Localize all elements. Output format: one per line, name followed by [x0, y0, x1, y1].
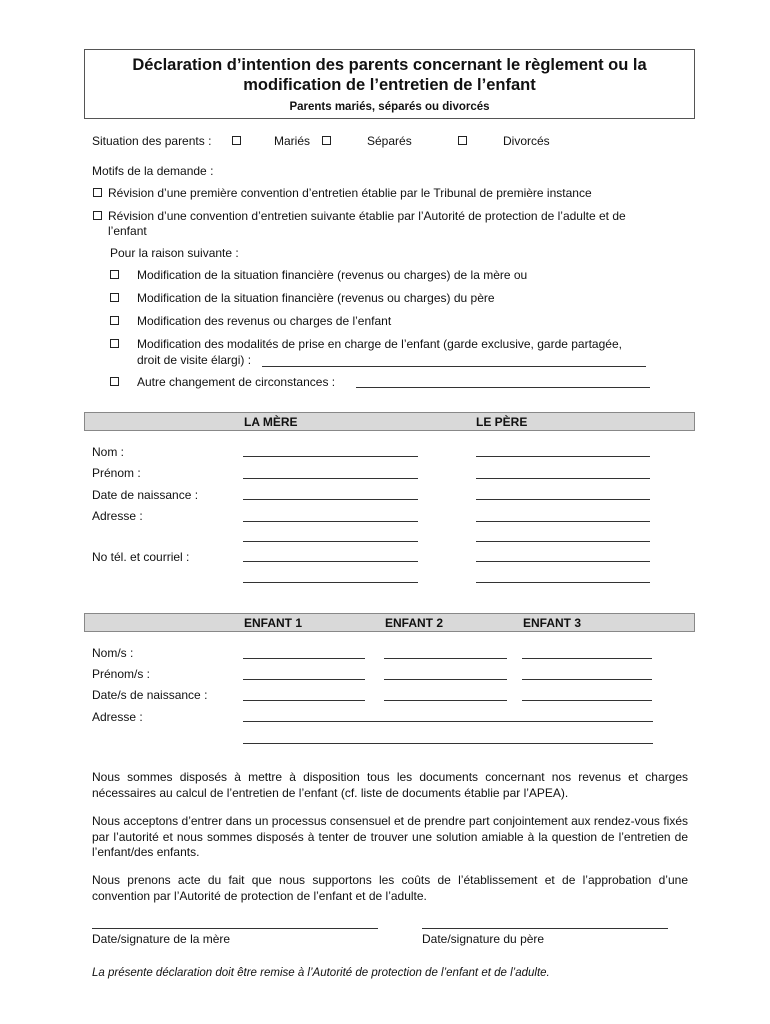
mere-nom-field[interactable] — [243, 456, 418, 457]
motifs-label: Motifs de la demande : — [92, 164, 214, 178]
mere-prenom-field[interactable] — [243, 478, 418, 479]
option-separes: Séparés — [367, 134, 412, 148]
header-mere: LA MÈRE — [244, 415, 298, 429]
enfants-adresse2-field[interactable] — [243, 743, 653, 744]
footer-note: La présente déclaration doit être remise à l’Autorité de protection de l’enfant et de l’adulte. — [92, 967, 550, 979]
checkbox-reason-1[interactable] — [110, 270, 119, 279]
paragraph-documents: Nous sommes disposés à mettre à disposition tous les documents concernant nos revenus et charges nécessaires au calcul de l’entretien de l’enfant (cf. liste de documents établie par l’APEA). — [92, 770, 688, 800]
label-adresse-enfants: Adresse : — [92, 710, 143, 724]
checkbox-separes[interactable] — [322, 136, 331, 145]
enfant3-dob-field[interactable] — [522, 700, 652, 701]
label-adresse: Adresse : — [92, 509, 143, 523]
motif-item-2-line2: l’enfant — [108, 224, 147, 238]
header-enfant-3: ENFANT 3 — [523, 616, 582, 630]
mother-signature-line[interactable] — [92, 928, 378, 929]
mother-signature-label: Date/signature de la mère — [92, 932, 231, 946]
enfant1-prenom-field[interactable] — [243, 679, 365, 680]
reason-label: Pour la raison suivante : — [110, 246, 239, 260]
checkbox-maries[interactable] — [232, 136, 241, 145]
mere-adresse2-field[interactable] — [243, 541, 418, 542]
pere-dob-field[interactable] — [476, 499, 650, 500]
document-subtitle: Parents mariés, séparés ou divorcés — [289, 101, 490, 113]
enfant2-dob-field[interactable] — [384, 700, 507, 701]
checkbox-reason-2[interactable] — [110, 293, 119, 302]
enfant3-prenom-field[interactable] — [522, 679, 652, 680]
reason-item-5: Autre changement de circonstances : — [137, 375, 336, 389]
checkbox-divorces[interactable] — [458, 136, 467, 145]
enfant1-dob-field[interactable] — [243, 700, 365, 701]
reason-item-1: Modification de la situation financière (revenus ou charges) de la mère ou — [137, 268, 528, 282]
label-date-naissance: Date de naissance : — [92, 488, 199, 502]
label-prenom: Prénom : — [92, 466, 141, 480]
header-pere: LE PÈRE — [476, 415, 528, 429]
enfant3-nom-field[interactable] — [522, 658, 652, 659]
reason-item-2: Modification de la situation financière (revenus ou charges) du père — [137, 291, 495, 305]
motif-item-1: Révision d’une première convention d’entretien établie par le Tribunal de première instance — [108, 186, 592, 200]
enfant2-prenom-field[interactable] — [384, 679, 507, 680]
pere-courriel-field[interactable] — [476, 582, 650, 583]
parents-header-bar — [84, 412, 695, 431]
header-enfant-2: ENFANT 2 — [385, 616, 444, 630]
checkbox-reason-4[interactable] — [110, 339, 119, 348]
reason-item-4-line1: Modification des modalités de prise en charge de l’enfant (garde exclusive, garde partagée, — [137, 337, 622, 351]
label-nom: Nom : — [92, 445, 125, 459]
father-signature-line[interactable] — [422, 928, 668, 929]
children-header-bar — [84, 613, 695, 632]
pere-nom-field[interactable] — [476, 456, 650, 457]
mere-courriel-field[interactable] — [243, 582, 418, 583]
paragraph-processus: Nous acceptons d’entrer dans un processus consensuel et de prendre part conjointement aux rendez-vous fixés par l’autorité et nous sommes disposés à tenter de trouver une solution amiable à la question de l’entretien de l’enfant/des enfants. — [92, 814, 688, 859]
option-maries: Mariés — [274, 134, 311, 148]
pere-prenom-field[interactable] — [476, 478, 650, 479]
checkbox-reason-3[interactable] — [110, 316, 119, 325]
checkbox-motif-2[interactable] — [93, 211, 102, 220]
situation-label: Situation des parents : — [92, 134, 212, 148]
father-signature-label: Date/signature du père — [422, 932, 545, 946]
checkbox-reason-5[interactable] — [110, 377, 119, 386]
enfant2-nom-field[interactable] — [384, 658, 507, 659]
enfant1-nom-field[interactable] — [243, 658, 365, 659]
document-title-line1: Déclaration d’intention des parents concernant le règlement ou la — [132, 56, 647, 74]
motif-item-2-line1: Révision d’une convention d’entretien suivante établie par l’Autorité de protection de l’adulte et de — [108, 209, 626, 223]
enfants-adresse-field[interactable] — [243, 721, 653, 722]
reason-item-3: Modification des revenus ou charges de l’enfant — [137, 314, 392, 328]
label-noms: Nom/s : — [92, 646, 134, 660]
mere-tel-field[interactable] — [243, 561, 418, 562]
label-dates-naissance: Date/s de naissance : — [92, 688, 208, 702]
paragraph-couts: Nous prenons acte du fait que nous supportons les coûts de l’établissement et de l’approbation d’une convention par l’Autorité de protection de l’enfant et de l’adulte. — [92, 873, 688, 903]
mere-dob-field[interactable] — [243, 499, 418, 500]
checkbox-motif-1[interactable] — [93, 188, 102, 197]
pere-tel-field[interactable] — [476, 561, 650, 562]
pere-adresse-field[interactable] — [476, 521, 650, 522]
reason-4-fill-line[interactable] — [262, 366, 646, 367]
mere-adresse-field[interactable] — [243, 521, 418, 522]
reason-5-fill-line[interactable] — [356, 387, 650, 388]
option-divorces: Divorcés — [503, 134, 550, 148]
label-prenoms: Prénom/s : — [92, 667, 151, 681]
label-tel-courriel: No tél. et courriel : — [92, 550, 190, 564]
header-enfant-1: ENFANT 1 — [244, 616, 303, 630]
document-title-line2: modification de l’entretien de l’enfant — [243, 76, 536, 94]
pere-adresse2-field[interactable] — [476, 541, 650, 542]
reason-item-4-line2: droit de visite élargi) : — [137, 353, 252, 367]
title-box — [84, 49, 695, 119]
